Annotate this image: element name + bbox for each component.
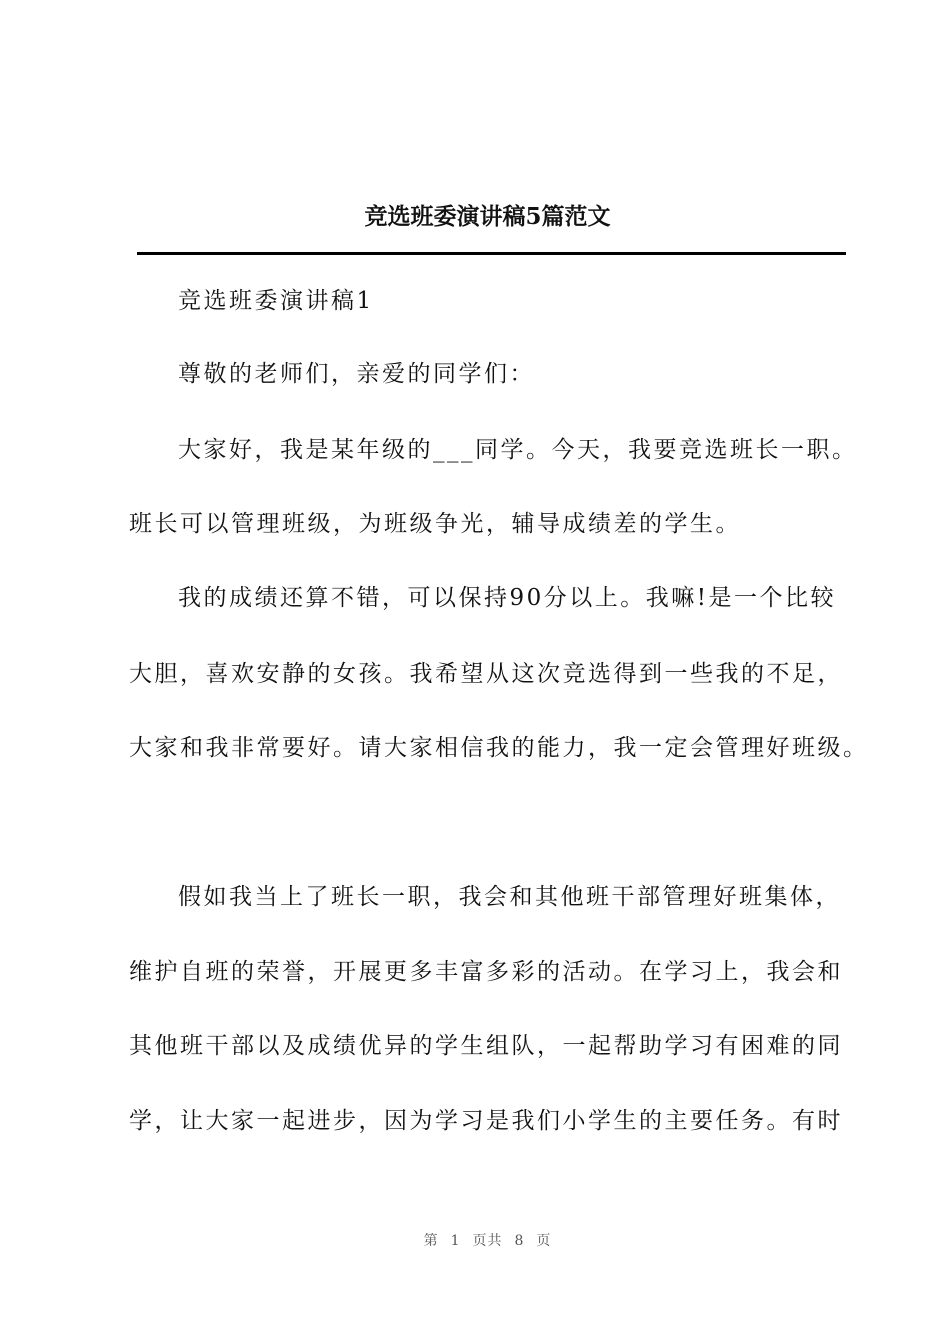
footer-middle: 页共 [472,1233,503,1249]
paragraph-line: 我的成绩还算不错，可以保持90分以上。我嘛!是一个比较 [178,585,837,611]
title-divider [137,252,846,255]
paragraph-line: 学，让大家一起进步，因为学习是我们小学生的主要任务。有时 [129,1108,843,1134]
page-footer [0,1230,950,1250]
section-heading: 竞选班委演讲稿1 [178,288,374,314]
paragraph-line: 维护自班的荣誉，开展更多丰富多彩的活动。在学习上，我会和 [129,959,843,985]
paragraph-line: 其他班干部以及成绩优异的学生组队，一起帮助学习有困难的同 [129,1033,843,1059]
paragraph-line: 班长可以管理班级，为班级争光，辅导成绩差的学生。 [129,511,741,537]
footer-prefix: 第 [423,1233,439,1249]
document-title: 竞选班委演讲稿5篇范文 [364,203,611,230]
paragraph-line: 大家和我非常要好。请大家相信我的能力，我一定会管理好班级。 [129,735,869,761]
salutation: 尊敬的老师们，亲爱的同学们： [178,361,535,387]
paragraph-line: 大胆，喜欢安静的女孩。我希望从这次竞选得到一些我的不足， [129,661,843,687]
paragraph-line: 大家好，我是某年级的___同学。今天，我要竞选班长一职。 [178,437,858,463]
footer-total-pages: 8 [514,1233,525,1249]
footer-page-number: 1 [450,1233,461,1249]
paragraph-line: 假如我当上了班长一职，我会和其他班干部管理好班集体， [178,884,841,910]
footer-suffix: 页 [536,1233,552,1249]
